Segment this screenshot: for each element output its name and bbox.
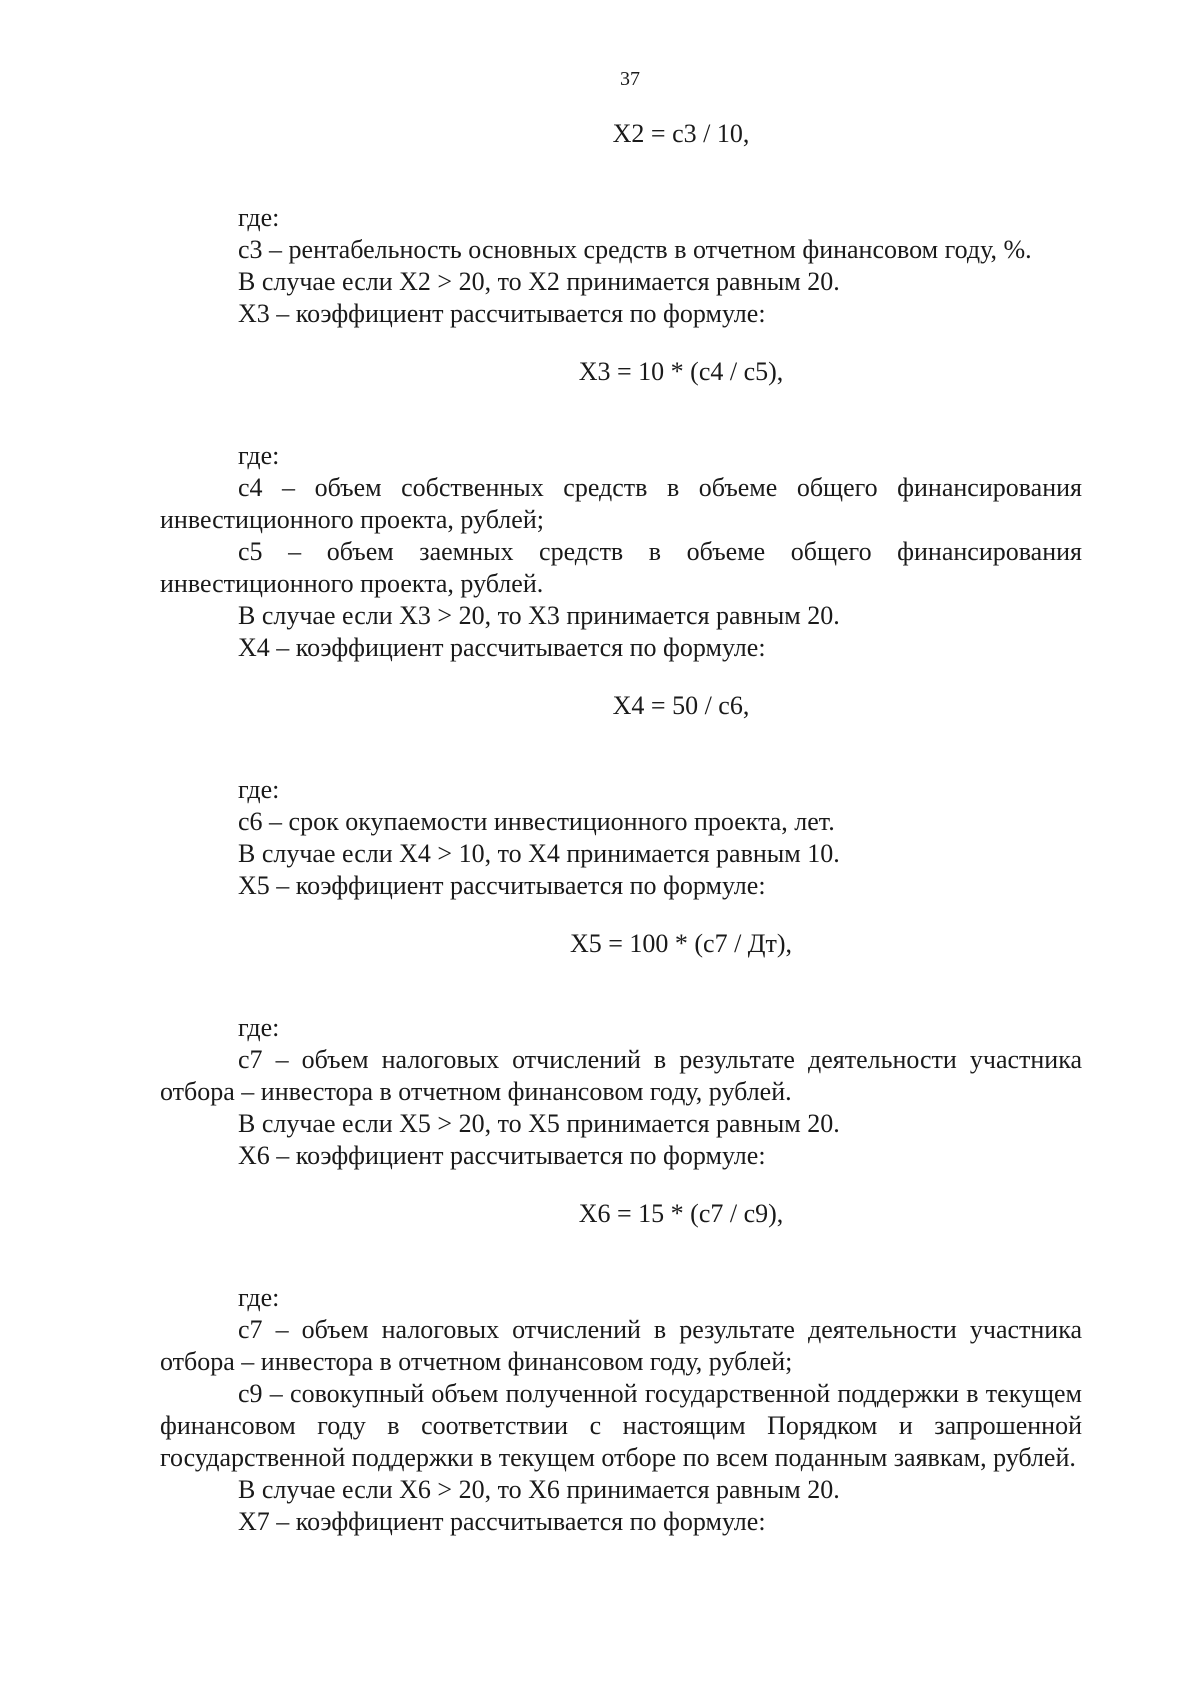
formula: X4 = 50 / c6,	[612, 691, 750, 720]
formula: X5 = 100 * (c7 / Дт),	[569, 929, 793, 958]
where-label: где:	[238, 1283, 280, 1312]
paragraph: c9 – совокупный объем полученной государственной поддержки в текущем финансовом году в соответствии с настоящим Порядком и запрошенной государственной поддержки в текущем отборе по всем поданным заявкам, рублей.	[160, 1379, 1082, 1472]
where-label: где:	[238, 441, 280, 470]
where-label: где:	[238, 203, 280, 232]
paragraph: c6 – срок окупаемости инвестиционного проекта, лет.	[238, 807, 835, 836]
paragraph: В случае если X6 > 20, то X6 принимается равным 20.	[238, 1475, 840, 1504]
where-label: где:	[238, 1013, 280, 1042]
paragraph: В случае если X4 > 10, то X4 принимается равным 10.	[238, 839, 840, 868]
formula: X3 = 10 * (c4 / c5),	[578, 357, 784, 386]
paragraph: c7 – объем налоговых отчислений в результате деятельности участника отбора – инвестора в отчетном финансовом году, рублей.	[160, 1045, 1082, 1106]
paragraph: c7 – объем налоговых отчислений в результате деятельности участника отбора – инвестора в отчетном финансовом году, рублей;	[160, 1315, 1082, 1376]
paragraph: В случае если X5 > 20, то X5 принимается равным 20.	[238, 1109, 840, 1138]
document-body	[160, 118, 1082, 1538]
paragraph: c3 – рентабельность основных средств в отчетном финансовом году, %.	[238, 235, 1032, 264]
page-number: 37	[620, 68, 640, 90]
paragraph: X6 – коэффициент рассчитывается по формуле:	[238, 1141, 766, 1170]
paragraph: c5 – объем заемных средств в объеме общего финансирования инвестиционного проекта, рублей.	[160, 537, 1082, 598]
paragraph: X7 – коэффициент рассчитывается по формуле:	[238, 1507, 766, 1536]
paragraph: c4 – объем собственных средств в объеме общего финансирования инвестиционного проекта, рублей;	[160, 473, 1082, 534]
paragraph: X4 – коэффициент рассчитывается по формуле:	[238, 633, 766, 662]
paragraph: В случае если X2 > 20, то X2 принимается равным 20.	[238, 267, 840, 296]
paragraph: X5 – коэффициент рассчитывается по формуле:	[238, 871, 766, 900]
formula: X2 = c3 / 10,	[612, 119, 750, 148]
paragraph: X3 – коэффициент рассчитывается по формуле:	[238, 299, 766, 328]
where-label: где:	[238, 775, 280, 804]
formula: X6 = 15 * (c7 / c9),	[578, 1199, 784, 1228]
paragraph: В случае если X3 > 20, то X3 принимается равным 20.	[238, 601, 840, 630]
